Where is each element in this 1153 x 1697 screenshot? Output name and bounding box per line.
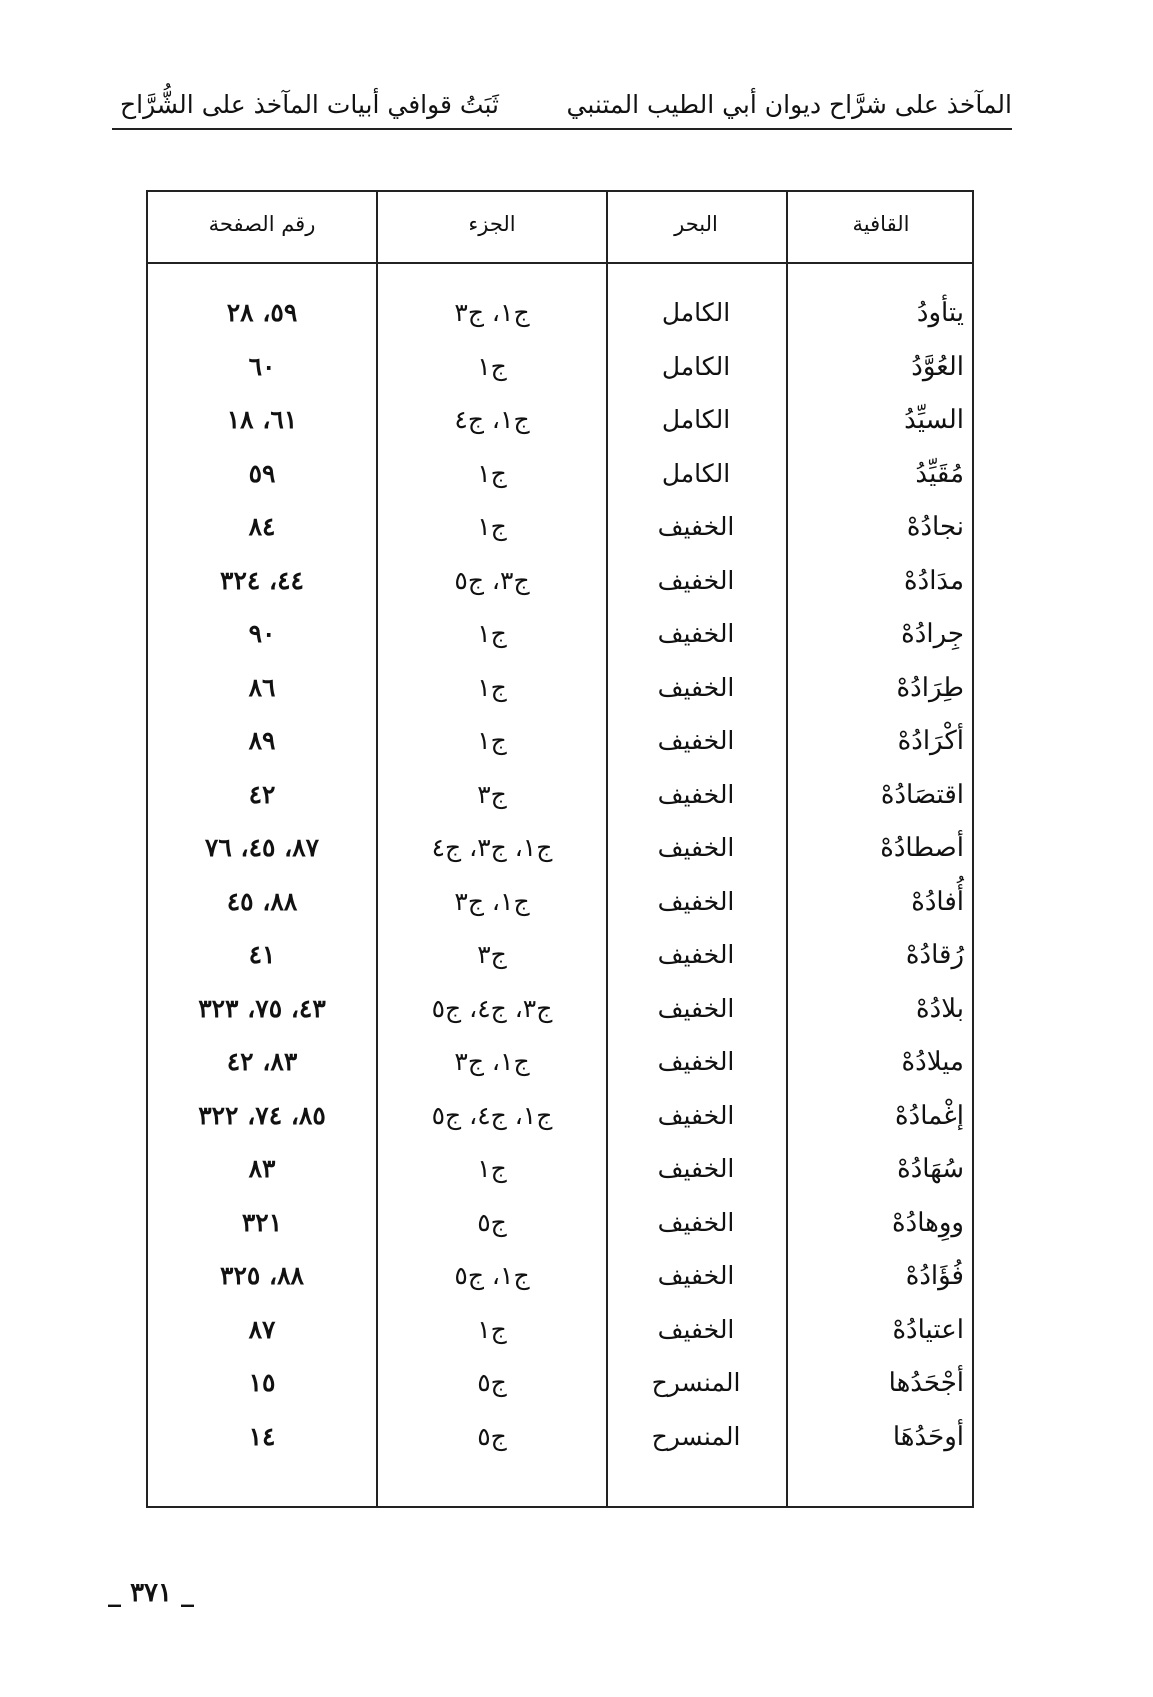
- table-row: [148, 932, 972, 986]
- rhyme-cell: رُقادُهْ: [905, 940, 964, 970]
- part-cell: ج١: [477, 512, 507, 541]
- page-cell: ١٥: [248, 1368, 276, 1397]
- page-cell: ٤٤، ٣٢٤: [220, 565, 304, 595]
- section-title: ثَبَتُ قوافي أبيات المآخذ على الشُّرَّاح: [120, 90, 499, 119]
- meter-cell: الخفيف: [657, 726, 735, 755]
- table-row: [148, 1146, 972, 1200]
- page-cell: ٦١، ١٨: [226, 405, 298, 434]
- part-cell: ج٥: [477, 1207, 507, 1237]
- table-row: [148, 290, 972, 344]
- table-row: [148, 1093, 972, 1147]
- part-cell: ج١، ج٤: [454, 405, 530, 434]
- page-cell: ٨٧: [248, 1314, 276, 1344]
- page-number: _ ٣٧١ _: [108, 1578, 195, 1608]
- page-cell: ٤٢: [248, 779, 276, 809]
- part-cell: ج١: [477, 1314, 507, 1344]
- table-row: [148, 611, 972, 665]
- rhyme-cell: طِرَادُهْ: [896, 672, 964, 703]
- table-row: [148, 986, 972, 1040]
- meter-cell: الخفيف: [657, 779, 735, 809]
- page-cell: ٦٠: [248, 351, 276, 381]
- header-row-divider: [148, 262, 972, 264]
- column-header-meter: البحر: [674, 212, 718, 236]
- rhyme-cell: ووِهادُهْ: [892, 1207, 964, 1238]
- part-cell: ج١، ج٣: [454, 298, 530, 327]
- part-cell: ج١، ج٣: [454, 886, 530, 916]
- page-cell: ٨٦: [248, 672, 276, 702]
- meter-cell: الخفيف: [657, 886, 735, 916]
- meter-cell: الخفيف: [657, 1154, 735, 1183]
- table-row: [148, 1360, 972, 1414]
- meter-cell: الخفيف: [657, 1100, 735, 1130]
- table-row: [148, 1253, 972, 1307]
- rhyme-cell: السيِّدُ: [904, 405, 964, 435]
- meter-cell: الخفيف: [657, 619, 735, 648]
- part-cell: ج١: [477, 619, 507, 648]
- rhyme-cell: مُقَيِّدُ: [915, 458, 964, 489]
- meter-cell: المنسرح: [651, 1421, 741, 1451]
- rhyme-cell: يتأودُ: [916, 298, 964, 328]
- meter-cell: الكامل: [661, 351, 731, 381]
- part-cell: ج١: [477, 351, 507, 381]
- rhyme-cell: أُفادُهْ: [911, 886, 964, 917]
- rhyme-cell: اقتصَادُهْ: [880, 779, 964, 810]
- page-cell: ٨٧، ٤٥، ٧٦: [204, 833, 320, 862]
- part-cell: ج٥: [477, 1368, 507, 1397]
- meter-cell: الخفيف: [657, 833, 735, 862]
- meter-cell: الخفيف: [657, 1261, 735, 1290]
- page-cell: ٩٠: [248, 619, 276, 648]
- rhyme-cell: أجْحَدُها: [888, 1368, 964, 1398]
- rhyme-cell: العُوَّدُ: [911, 351, 964, 382]
- rhyme-cell: سُهَادُهْ: [897, 1154, 964, 1184]
- table-row: [148, 718, 972, 772]
- meter-cell: الخفيف: [657, 993, 735, 1023]
- rhyme-cell: اعتيادُهْ: [892, 1314, 964, 1345]
- meter-cell: الكامل: [661, 458, 731, 488]
- table-row: [148, 344, 972, 398]
- table-row: [148, 879, 972, 933]
- page-cell: ١٤: [248, 1421, 276, 1451]
- page-cell: ٤١: [248, 940, 276, 969]
- page-cell: ٨٨، ٤٥: [226, 886, 298, 916]
- meter-cell: الكامل: [661, 405, 731, 434]
- meter-cell: الكامل: [661, 298, 731, 327]
- column-header-part: الجزء: [468, 212, 516, 236]
- page-cell: ٨٥، ٧٤، ٣٢٢: [198, 1100, 326, 1130]
- rhyme-cell: أصطادُهْ: [880, 833, 964, 863]
- part-cell: ج١: [477, 458, 507, 488]
- part-cell: ج١، ج٣: [454, 1047, 530, 1076]
- part-cell: ج١، ج٤، ج٥: [431, 1100, 553, 1130]
- part-cell: ج١: [477, 1154, 507, 1183]
- column-header-page: رقم الصفحة: [208, 212, 316, 236]
- meter-cell: الخفيف: [657, 512, 735, 541]
- part-cell: ج١: [477, 726, 507, 755]
- page-cell: ٨٨، ٣٢٥: [220, 1261, 304, 1290]
- meter-cell: الخفيف: [657, 1314, 735, 1344]
- column-header-rhyme: القافية: [852, 212, 910, 236]
- part-cell: ج٣: [477, 779, 507, 809]
- running-header: [112, 78, 1012, 128]
- page-cell: ٨٣: [248, 1154, 276, 1183]
- part-cell: ج١، ج٥: [454, 1261, 530, 1290]
- page-cell: ٨٣، ٤٢: [226, 1047, 298, 1076]
- meter-cell: الخفيف: [657, 1047, 735, 1076]
- meter-cell: الخفيف: [657, 1207, 735, 1237]
- rhyme-cell: جِرادُهْ: [901, 619, 964, 649]
- rhyme-cell: ميلادُهْ: [901, 1047, 964, 1077]
- part-cell: ج١، ج٣، ج٤: [431, 833, 553, 862]
- table-row: [148, 1307, 972, 1361]
- rhyme-cell: بلادُهْ: [916, 993, 964, 1024]
- table-row: [148, 558, 972, 612]
- rhyme-cell: مدَادُهْ: [904, 565, 964, 596]
- table-row: [148, 397, 972, 451]
- table-row: [148, 504, 972, 558]
- part-cell: ج٣، ج٥: [454, 565, 530, 595]
- page-cell: ٨٤: [248, 512, 276, 541]
- page-cell: ٣٢١: [241, 1207, 283, 1237]
- rhyme-cell: أوحَدُهَا: [892, 1421, 964, 1452]
- table-row: [148, 772, 972, 826]
- part-cell: ج٣: [477, 940, 507, 969]
- rhyme-cell: نجادُهْ: [906, 512, 964, 542]
- table-body: [148, 290, 972, 1467]
- meter-cell: المنسرح: [651, 1368, 741, 1397]
- table-row: [148, 825, 972, 879]
- meter-cell: الخفيف: [657, 565, 735, 595]
- page-cell: ٥٩، ٢٨: [226, 298, 298, 327]
- table-row: [148, 1414, 972, 1468]
- table-row: [148, 665, 972, 719]
- rhymes-table: [146, 190, 974, 1508]
- page-cell: ٤٣، ٧٥، ٣٢٣: [198, 993, 326, 1023]
- table-row: [148, 1200, 972, 1254]
- table-row: [148, 451, 972, 505]
- meter-cell: الخفيف: [657, 672, 735, 702]
- header-divider: [112, 128, 1012, 130]
- rhyme-cell: إغْمادُهْ: [895, 1100, 964, 1131]
- rhyme-cell: فُؤَادُهْ: [905, 1261, 964, 1291]
- page-cell: ٨٩: [248, 726, 276, 755]
- meter-cell: الخفيف: [657, 940, 735, 969]
- part-cell: ج٣، ج٤، ج٥: [431, 993, 553, 1023]
- table-row: [148, 1039, 972, 1093]
- part-cell: ج٥: [477, 1421, 507, 1451]
- part-cell: ج١: [477, 672, 507, 702]
- rhyme-cell: أكْرَادُهْ: [897, 726, 964, 756]
- book-title: المآخذ على شرَّاح ديوان أبي الطيب المتنبي: [566, 90, 1012, 119]
- page-cell: ٥٩: [248, 458, 276, 488]
